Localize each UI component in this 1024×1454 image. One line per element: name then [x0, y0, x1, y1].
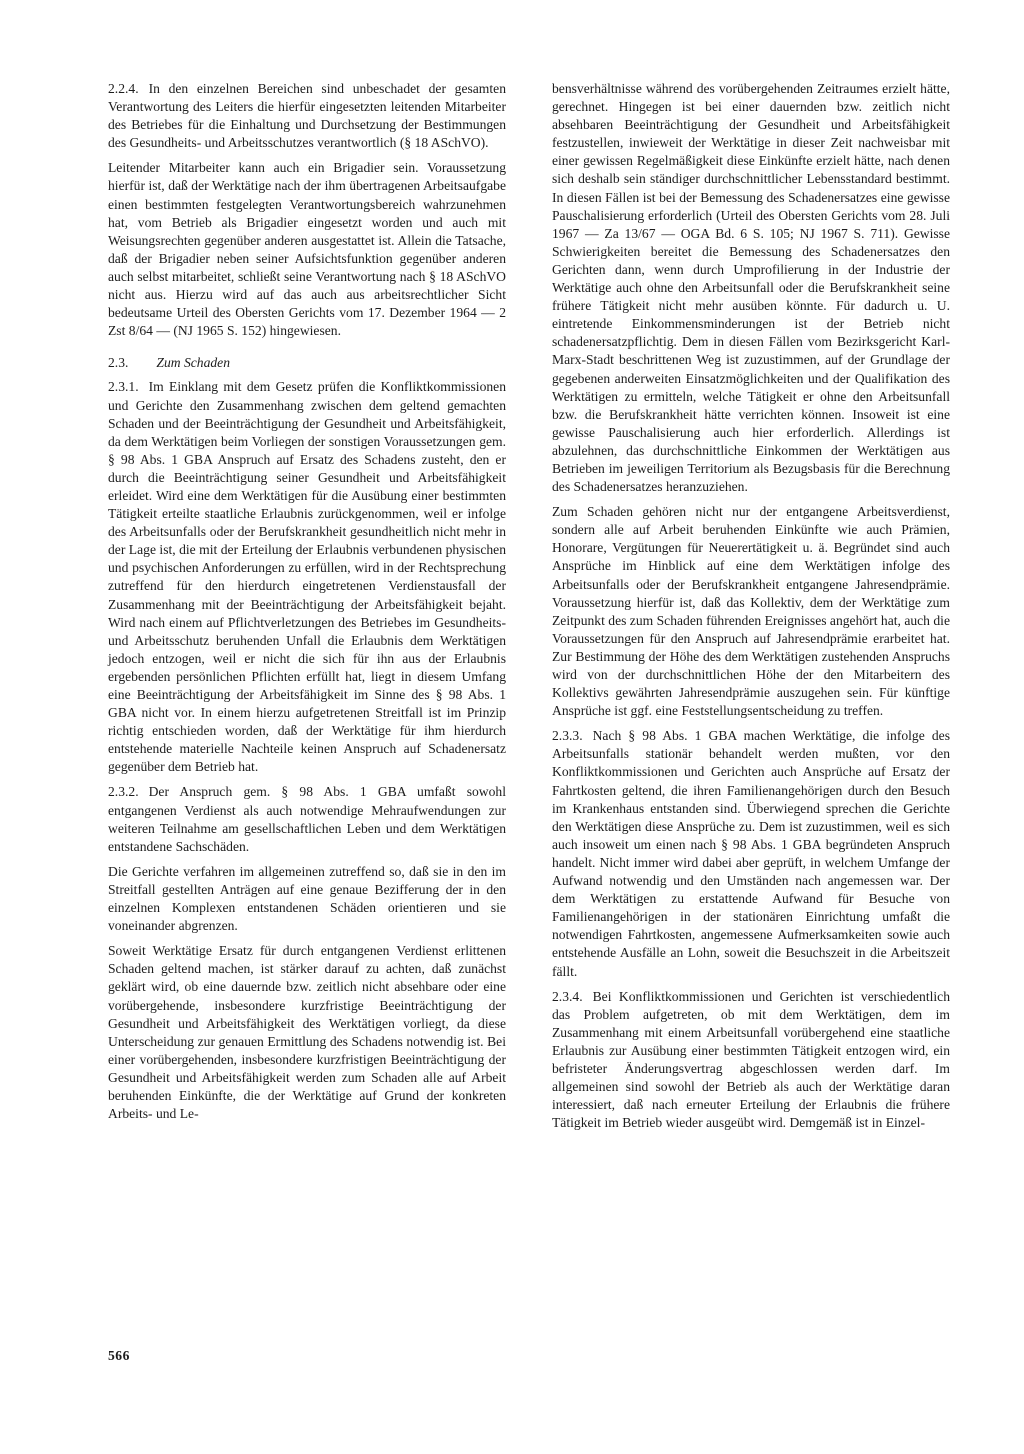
paragraph-text: Im Einklang mit dem Gesetz prüfen die Konfliktkommissionen und Gerichte den Zusammenhang zwischen dem geltend gemachten Schaden und der Beeinträchtigung der Gesundheit und Arbeitsfähigkeit, da dem Werktätigen beim Vorliegen der sonstigen Voraussetzungen gem. § 98 Abs. 1 GBA Anspruch auf Ersatz des Schadens zusteht, den er durch die Beeinträchtigung seiner Gesundheit und Arbeitsfähigkeit erleidet. Wird eine dem Werktätigen für die Ausübung einer bestimmten Tätigkeit erteilte staatliche Erlaubnis zurückgenommen, weil er infolge des Arbeitsunfalls oder der Berufskrankheit gesundheitlich nicht mehr in der Lage ist, die mit der Erteilung der Erlaubnis verbundenen physischen und psychischen Anforderungen zu erfüllen, wird in der Rechtsprechung zutreffend für den hierdurch eingetretenen Verdienstausfall der Zusammenhang mit der Beeinträchtigung der Arbeitsfähigkeit bejaht. Wird nach einem auf Pflichtverletzungen des Betriebes im Gesundheits- und Arbeitsschutz beruhenden Unfall die Erlaubnis dem Werktätigen jedoch entzogen, weil er nicht die sich für ihn aus der Erlaubnis ergebenden persönlichen Pflichten erfüllt hat, liegt in diesem Umfang eine Beeinträchtigung der Arbeitsfähigkeit im Sinne des § 98 Abs. 1 GBA nicht vor. In einem hierzu aufgetretenen Streitfall ist im Prinzip richtig entschieden worden, daß der Werktätige für ihm hierdurch entstehende materielle Nachteile keinen Anspruch auf Schadenersatz gegenüber dem Betrieb hat.	[108, 379, 506, 775]
paragraph-2-3-3	[552, 727, 950, 980]
paragraph-number: 2.2.4.	[108, 81, 139, 96]
paragraph-text: Nach § 98 Abs. 1 GBA machen Werktätige, die infolge des Arbeitsunfalls stationär behandelt werden mußten, vor den Konfliktkommissionen und Gerichten auch Ansprüche auf Ersatz der Fahrtkosten geltend, die ihren Familienangehörigen durch den Besuch im Krankenhaus entstanden sind. Überwiegend sprechen die Gerichte den Werktätigen diese Ansprüche zu. Dem ist zuzustimmen, weil es sich auch insoweit um einen nach § 98 Abs. 1 GBA begründeten Anspruch handelt. Nicht immer wird dabei aber geprüft, in welchem Umfange der Aufwand notwendig und den Umständen nach angemessen war. Der dem Werktätigen zu erstattende Aufwand für Besuche von Familienangehörigen in der stationären Einrichtung umfaßt die notwendigen Fahrtkosten, angemessene Aufmerksamkeiten sowie auch entstehende Ausfälle an Lohn, soweit die Besuchszeit in die Arbeitszeit fällt.	[552, 728, 950, 979]
section-title: Zum Schaden	[156, 355, 231, 371]
paragraph-2-2-4	[108, 80, 506, 152]
paragraph-continuation: bensverhältnisse während des vorübergehenden Zeitraumes erzielt hätte, gerechnet. Hingegen ist bei einer dauernden bzw. zeitlich nicht absehbaren Beeinträchtigung der Gesundheit und Arbeitsfähigkeit festzustellen, inwieweit der Werktätige in dieser Zeit nachweisbar mit einer gewissen Regelmäßigkeit diese Einkünfte erzielt hätte, nach denen sich deshalb sein ständiger durchschnittlicher Lebensstandard bestimmt. In diesen Fällen ist bei der Bemessung des Schadenersatzes eine gewisse Pauschalisierung erforderlich (Urteil des Obersten Gerichts vom 28. Juli 1967 — Za 13/67 — OGA Bd. 6 S. 105; NJ 1967 S. 711). Gewisse Schwierigkeiten bereitet die Bemessung des Schadenersatzes den Gerichten dann, wenn durch Umprofilierung in der Industrie der Werktätige auch ohne den Arbeitsunfall oder die Berufskrankheit seine frühere Tätigkeit nicht mehr ausüben könnte. Für dadurch u. U. eintretende Einkommensminderungen ist der Betrieb nicht schadenersatzpflichtig. Dem in diesen Fällen vom Bezirksgericht Karl-Marx-Stadt beschrittenen Weg ist zuzustimmen, auf der Grundlage der gegebenen anderweiten Einsatzmöglichkeiten und der Qualifikation des Werktätigen zu ermitteln, welche Tätigkeit er ohne den Arbeitsunfall bzw. die Berufskrankheit hätte verrichten können. Insoweit ist eine gewisse Pauschalisierung auch hier erforderlich. Allerdings ist abzulehnen, das durchschnittliche Einkommen der Werktätigen aus Betrieben im jeweiligen Territorium als Bezugsbasis für die Berechnung des Schadenersatzes heranzuziehen.	[552, 81, 950, 495]
paragraph-2-3-4	[552, 988, 950, 1133]
left-column	[108, 80, 506, 1130]
section-heading	[108, 354, 506, 372]
paragraph-brigadier: Leitender Mitarbeiter kann auch ein Brigadier sein. Voraussetzung hierfür ist, daß der Werktätige nach der ihm übertragenen Arbeitsaufgabe einen bestimmten festgelegten Verantwortungsbereich wahrzunehmen hat, vom Betrieb als Brigadier eingesetzt worden und auch mit Weisungsrechten gegenüber anderen ausgestattet ist. Allein die Tatsache, daß der Brigadier neben seiner Aufsichtsfunktion gegenüber anderen auch selbst mitarbeitet, schließt seine Verantwortung nach § 18 ASchVO nicht aus. Hierzu wird auf das auch aus arbeitsrechtlicher Sicht bedeutsame Urteil des Obersten Gerichts vom 17. Dezember 1964 — 2 Zst 8/64 — (NJ 1965 S. 152) hingewiesen.	[108, 160, 506, 339]
paragraph-text: Der Anspruch gem. § 98 Abs. 1 GBA umfaßt sowohl entgangenen Verdienst als auch notwendige Mehraufwendungen zur weiteren Teilnahme am gesellschaftlichen Leben und dem Werktätigen entstandene Sachschäden.	[108, 784, 506, 854]
paragraph-2-3-1	[108, 378, 506, 776]
paragraph-text: In den einzelnen Bereichen sind unbeschadet der gesamten Verantwortung des Leiters die hierfür eingesetzten leitenden Mitarbeiter des Betriebes für die Einhaltung und Durchsetzung der Bestimmungen des Gesundheits- und Arbeitsschutzes verantwortlich (§ 18 ASchVO).	[108, 81, 506, 151]
right-column	[552, 80, 950, 1139]
paragraph-number: 2.3.2.	[108, 784, 139, 800]
paragraph-gerichte: Die Gerichte verfahren im allgemeinen zutreffend so, daß sie in den im Streitfall gestellten Anträgen auf eine genaue Bezifferung der in den einzelnen Komplexen entstandenen Schäden orientieren und sie voneinander abgrenzen.	[108, 863, 506, 934]
paragraph-number: 2.3.4.	[552, 988, 583, 1004]
page-number: 566	[108, 1348, 130, 1363]
paragraph-text: Bei Konfliktkommissionen und Gerichten ist verschiedentlich das Problem aufgetreten, ob mit dem Werktätigen, dem im Zusammenhang mit einem Arbeitsunfall vorübergehend eine staatliche Erlaubnis zur Ausübung einer bestimmten Tätigkeit entzogen wird, ein befristeter Änderungsvertrag abgeschlossen werden darf. Im allgemeinen sind sowohl der Betrieb als auch der Werktätige daran interessiert, daß nach erneuter Erteilung der Erlaubnis die frühere Tätigkeit im Betrieb wieder ausgeübt wird. Demgemäß ist in Einzel-	[552, 988, 950, 1131]
paragraph-zum-schaden: Zum Schaden gehören nicht nur der entgangene Arbeitsverdienst, sondern alle auf Arbeit beruhenden Einkünfte wie auch Prämien, Honorare, Vergütungen für Neuerertätigkeit u. ä. Begründet sind auch Ansprüche im Hinblick auf eine dem Werktätigen infolge des Arbeitsunfalls oder der Berufskrankheit entgangene Jahresendprämie. Voraussetzung hierfür ist, daß das Kollektiv, dem der Werktätige zum Zeitpunkt des zum Schaden führenden Ereignisses angehört hat, auch die Voraussetzungen für den Anspruch auf Jahresendprämie erarbeitet hat. Zur Bestimmung der Höhe des dem Werktätigen zustehenden Anspruchs wird von der durchschnittlichen Höhe der den Mitarbeitern des Kollektivs gewährten Jahresendprämie auszugehen sein. Für künftige Ansprüche ist ggf. eine Feststellungsentscheidung zu treffen.	[552, 504, 950, 719]
paragraph-number: 2.3.1.	[108, 379, 139, 395]
section-number: 2.3.	[108, 355, 129, 371]
paragraph-number: 2.3.3.	[552, 728, 583, 744]
paragraph-2-3-2	[108, 783, 506, 855]
paragraph-soweit: Soweit Werktätige Ersatz für durch entgangenen Verdienst erlittenen Schaden geltend machen, ist stärker darauf zu achten, daß zunächst geklärt wird, ob eine dauernde bzw. zeitlich nicht absehbare oder eine vorübergehende, insbesondere kurzfristige Beeinträchtigung der Gesundheit und Arbeitsfähigkeit des Werktätigen vorliegt, da diese Unterscheidung zur genauen Ermittlung des Schadens notwendig ist. Bei einer vorübergehenden, insbesondere kurzfristigen Beeinträchtigung der Gesundheit und Arbeitsfähigkeit werden zum Schaden alle auf Arbeit beruhenden Einkünfte, die der Werktätige auf Grund der konkreten Arbeits- und Le-	[108, 943, 506, 1122]
